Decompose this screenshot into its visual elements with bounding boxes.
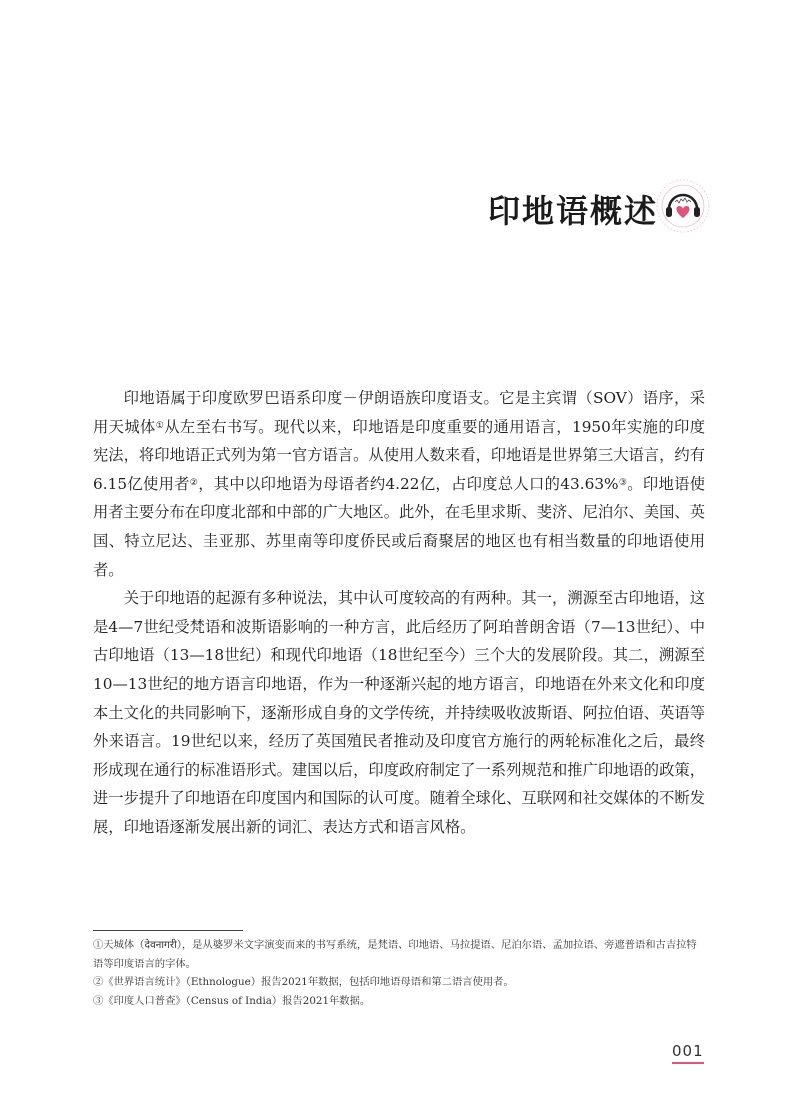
paragraph-text: ，其中以印地语为母语者约4.22亿，占印度总人口的43.63% — [198, 474, 619, 493]
footnote-ref[interactable]: ① — [155, 420, 165, 431]
footnote-ref[interactable]: ② — [189, 477, 199, 488]
paragraph-text: 。印地语使用者主要分布在印度北部和中部的广大地区。此外，在毛里求斯、斐济、尼泊尔、美国、英国、特立尼达、圭亚那、苏里南等印度侨民或后裔聚居的地区也有相当数量的印地语使用者。 — [93, 474, 705, 579]
paragraph-text: 从左至右书写。现代以来，印地语是印度重要的通用语言，1950年实施的印度宪法，将印地语正式列为第一官方语言。从使用人数来看，印地语是世界第三大语言，约有6.15亿使用者 — [93, 417, 705, 493]
footnote: ③《印度人口普查》（Census of India）报告2021年数据。 — [93, 994, 371, 1007]
paragraph — [93, 384, 705, 584]
paragraph-text: 印地语属于印度欧罗巴语系印度－伊朗语族印度语支。它是主宾谓（SOV）语序，采用天城体 — [93, 389, 705, 436]
footnote: ②《世界语言统计》（Ethnologue）报告2021年数据，包括印地语母语和第二语言使用者。 — [93, 976, 514, 988]
chapter-header — [480, 178, 740, 238]
chapter-title: 印地语概述 — [488, 192, 659, 230]
body-text — [93, 384, 705, 842]
page-number: 001 — [672, 1042, 704, 1064]
footnotes — [93, 936, 705, 1010]
footnote-divider — [93, 930, 243, 931]
footnote: ①天城体（देवनागरी），是从婆罗米文字演变而来的书写系统，是梵语、印地语、马拉提语、尼泊尔语、孟加拉语、旁遮普语和古吉拉特语等印度语言的字体。 — [93, 939, 697, 970]
headphones-heart-icon — [655, 178, 711, 234]
footnote-ref[interactable]: ③ — [618, 477, 628, 488]
paragraph: 关于印地语的起源有多种说法，其中认可度较高的有两种。其一，溯源至古印地语，这是4—7世纪受梵语和波斯语影响的一种方言，此后经历了阿珀普朗舍语（7—13世纪）、中古印地语（13—18世纪）和现代印地语（18世纪至今）三个大的发展阶段。其二，溯源至10—13世纪的地方语言印地语，作为一种逐渐兴起的地方语言，印地语在外来文化和印度本土文化的共同影响下，逐渐形成自身的文学传统，并持续吸收波斯语、阿拉伯语、英语等外来语言。19世纪以来，经历了英国殖民者推动及印度官方施行的两轮标准化之后，最终形成现在通行的标准语形式。建国以后，印度政府制定了一系列规范和推广印地语的政策，进一步提升了印地语在印度国内和国际的认可度。随着全球化、互联网和社交媒体的不断发展，印地语逐渐发展出新的词汇、表达方式和语言风格。 — [93, 589, 705, 836]
